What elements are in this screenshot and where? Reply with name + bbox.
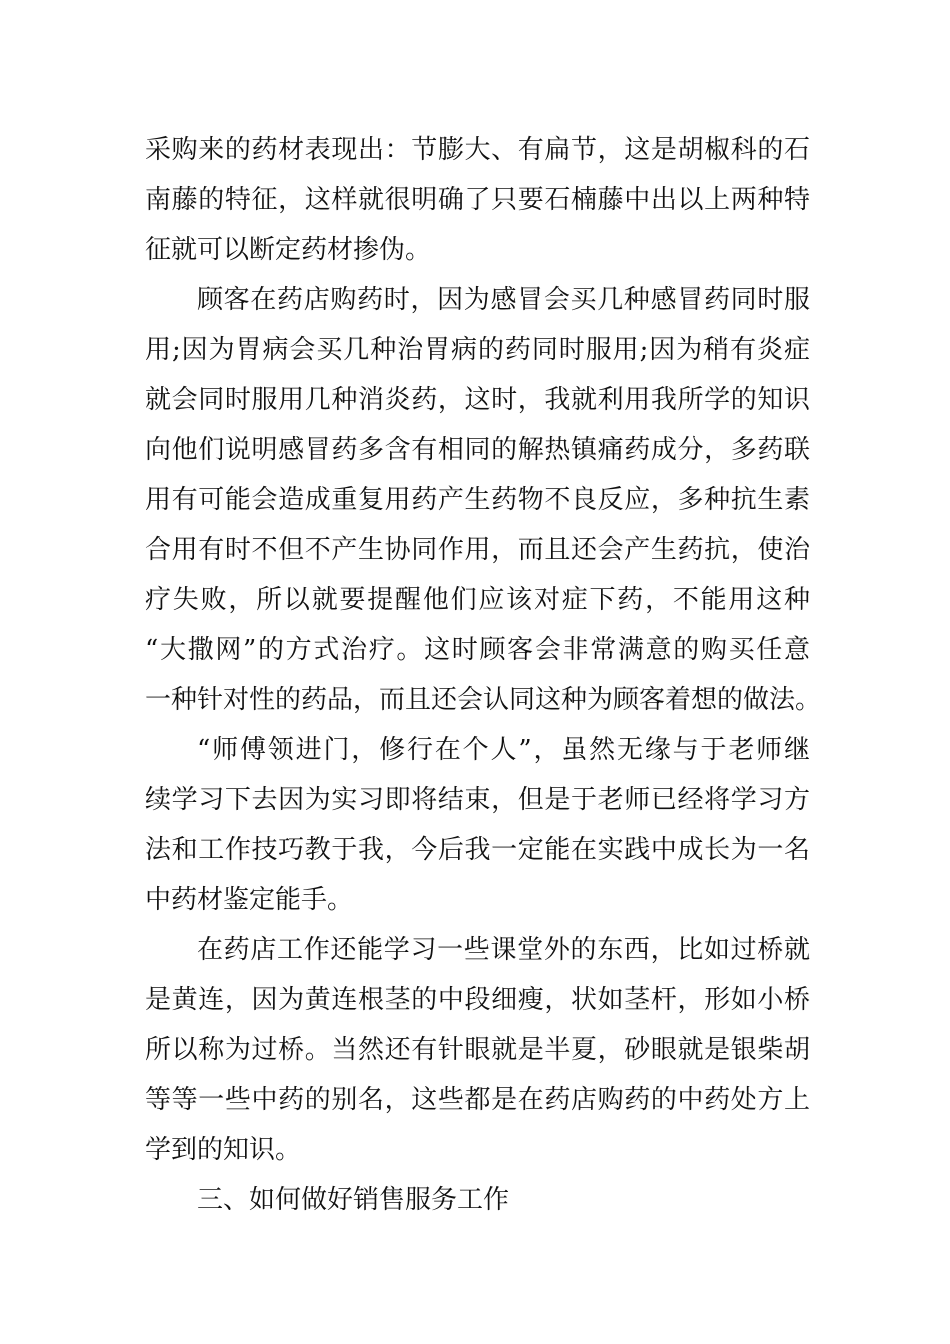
text-line: 就会同时服用几种消炎药，这时，我就利用我所学的知识 <box>145 385 810 415</box>
text-line: 疗失败，所以就要提醒他们应该对症下药，不能用这种 <box>145 585 810 615</box>
paragraph-first-line: “师傅领进门，修行在个人”，虽然无缘与于老师继 <box>197 735 810 765</box>
text-line: 南藤的特征，这样就很明确了只要石楠藤中出以上两种特 <box>145 185 810 215</box>
text-line: 用有可能会造成重复用药产生药物不良反应，多种抗生素 <box>145 485 810 515</box>
text-line: 续学习下去因为实习即将结束，但是于老师已经将学习方 <box>145 785 810 815</box>
text-line: 等等一些中药的别名，这些都是在药店购药的中药处方上 <box>145 1085 810 1115</box>
text-line: 用;因为胃病会买几种治胃病的药同时服用;因为稍有炎症 <box>145 335 810 365</box>
text-line: 向他们说明感冒药多含有相同的解热镇痛药成分，多药联 <box>145 435 810 465</box>
section-heading: 三、如何做好销售服务工作 <box>197 1185 510 1215</box>
text-line: 是黄连，因为黄连根茎的中段细瘦，状如茎杆，形如小桥 <box>145 985 810 1015</box>
paragraph-first-line: 在药店工作还能学习一些课堂外的东西，比如过桥就 <box>197 935 810 965</box>
text-line: 所以称为过桥。当然还有针眼就是半夏，砂眼就是银柴胡 <box>145 1035 810 1065</box>
text-line: 合用有时不但不产生协同作用，而且还会产生药抗，使治 <box>145 535 810 565</box>
text-line: 法和工作技巧教于我，今后我一定能在实践中成长为一名 <box>145 835 810 865</box>
text-line: 一种针对性的药品，而且还会认同这种为顾客着想的做法。 <box>145 685 822 715</box>
text-line: 学到的知识。 <box>145 1135 302 1165</box>
text-line: 征就可以断定药材掺伪。 <box>145 235 432 265</box>
text-line: 采购来的药材表现出：节膨大、有扁节，这是胡椒科的石 <box>145 135 810 165</box>
paragraph-first-line: 顾客在药店购药时，因为感冒会买几种感冒药同时服 <box>197 285 810 315</box>
text-line: “大撒网”的方式治疗。这时顾客会非常满意的购买任意 <box>145 635 810 665</box>
text-line: 中药材鉴定能手。 <box>145 885 354 915</box>
